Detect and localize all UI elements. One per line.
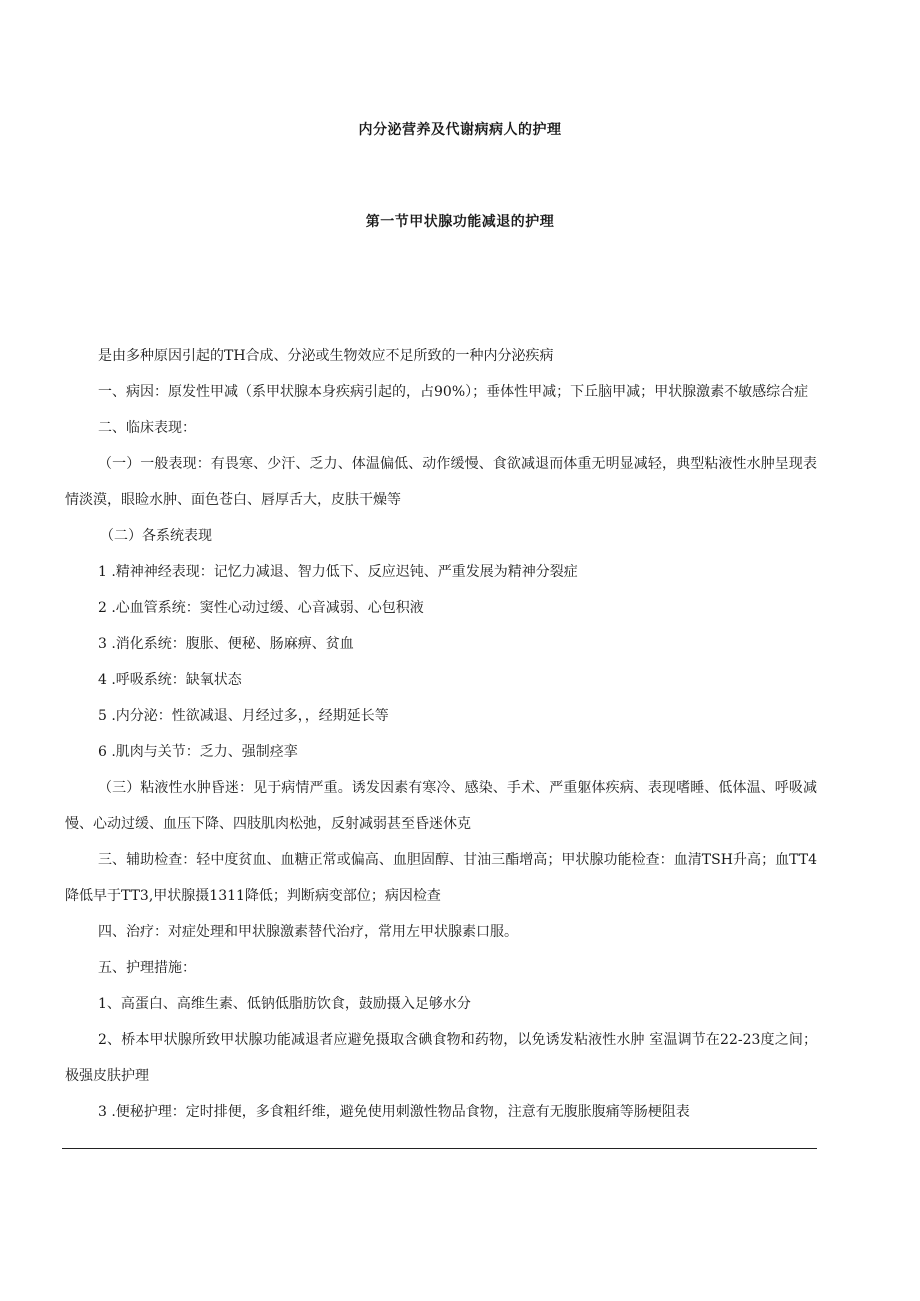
paragraph-definition: 是由多种原因引起的TH合成、分泌或生物效应不足所致的一种内分泌疾病 (98, 348, 554, 364)
paragraph-nursing-diet: 1、高蛋白、高维生素、低钠低脂肪饮食，鼓励摄入足够水分 (98, 996, 471, 1012)
section-title: 第一节甲状腺功能减退的护理 (365, 214, 555, 230)
paragraph-etiology: 一、病因：原发性甲减（系甲状腺本身疾病引起的，占90%）；垂体性甲减；下丘脑甲减；甲状腺激素不敏感综合症 (98, 384, 809, 400)
document-body (65, 338, 817, 1130)
paragraph-nursing-heading: 五、护理措施： (98, 960, 196, 976)
paragraph-endocrine: 5 .内分泌：性欲减退、月经过多，，经期延长等 (98, 708, 389, 724)
paragraph-myxedema-coma: （三）粘液性水肿昏迷：见于病情严重。诱发因素有寒冷、感染、手术、严重躯体疾病、表现嗜睡、低体温、呼吸减慢、心动过缓、血压下降、四肢肌肉松弛，反射减弱甚至昏迷休克 (65, 780, 817, 832)
paragraph-auxiliary-exam: 三、辅助检查：轻中度贫血、血糖正常或偏高、血胆固醇、甘油三酯增高；甲状腺功能检查：血清TSH升高；血TT4降低早于TT3,甲状腺摄1311降低；判断病变部位；病因检查 (65, 852, 817, 904)
paragraph-neuro: 1 .精神神经表现：记忆力减退、智力低下、反应迟钝、严重发展为精神分裂症 (98, 564, 578, 580)
paragraph-digestive: 3 .消化系统：腹胀、便秘、肠麻痹、贫血 (98, 636, 354, 652)
paragraph-clinical-heading: 二、临床表现： (98, 420, 196, 436)
paragraph-nursing-constipation: 3 .便秘护理：定时排便，多食粗纤维，避免使用刺激性物品食物，注意有无腹胀腹痛等肠梗阻表 (98, 1104, 690, 1120)
main-title: 内分泌营养及代谢病病人的护理 (358, 122, 562, 138)
paragraph-nursing-iodine: 2、桥本甲状腺所致甲状腺功能减退者应避免摄取含碘食物和药物，以免诱发粘液性水肿 室温调节在22-23度之间；极强皮肤护理 (65, 1032, 817, 1084)
paragraph-general-manifestation: （一）一般表现：有畏寒、少汗、乏力、体温偏低、动作缓慢、食欲减退而体重无明显减轻，典型粘液性水肿呈现表情淡漠，眼睑水肿、面色苍白、唇厚舌大，皮肤干燥等 (65, 456, 817, 508)
paragraph-cardio: 2 .心血管系统：窦性心动过缓、心音减弱、心包积液 (98, 600, 424, 616)
paragraph-treatment: 四、治疗：对症处理和甲状腺激素替代治疗，常用左甲状腺素口服。 (98, 924, 518, 940)
paragraph-respiratory: 4 .呼吸系统：缺氧状态 (98, 672, 242, 688)
paragraph-systems-heading: （二）各系统表现 (100, 528, 212, 544)
paragraph-musculoskeletal: 6 .肌肉与关节：乏力、强制痉挛 (98, 744, 298, 760)
footer-divider (62, 1148, 817, 1149)
